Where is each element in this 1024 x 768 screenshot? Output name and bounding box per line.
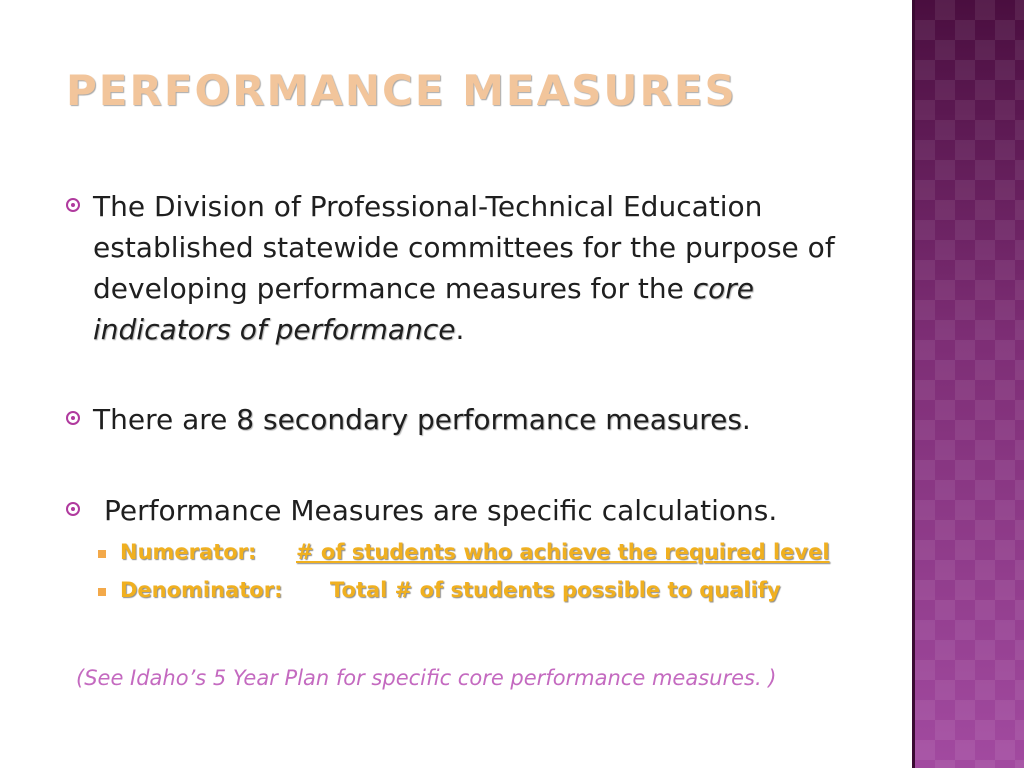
bullet-text-emphasis: core indicators of performance [93,272,755,346]
circle-bullet-icon [66,411,80,425]
footnote: (See Idaho’s 5 Year Plan for specific core performance measures. ) [76,666,777,690]
square-bullet-icon [98,588,106,596]
sub-bullet-label: Numerator: [120,540,257,564]
square-bullet-icon [98,550,106,558]
bullet-text-emphasis: 8 secondary performance measures [236,403,742,436]
circle-bullet-icon [66,198,80,212]
bullet-text [93,186,866,350]
sub-bullet-label: Denominator: [120,578,283,602]
bullet-text-plain: The Division of Professional-Technical Education established statewide committees for the purpose of developing performance measures for the [93,190,835,305]
decorative-side-band [912,0,1024,768]
circle-bullet-icon [66,502,80,516]
bullet-text [93,399,866,440]
slide-title: PERFORMANCE MEASURES [66,66,737,115]
bullet-text: Performance Measures are specific calculations. [104,494,778,527]
bullet-calculations [66,490,866,531]
bullet-text-end: . [741,403,751,436]
sub-bullet-denominator [98,578,858,608]
bullet-text-end: . [455,313,465,346]
bullet-text-plain: There are [93,403,237,436]
bullet-secondary-measures [66,399,866,440]
bullet-committees [66,186,866,350]
sub-bullet-numerator [98,540,858,570]
sub-bullet-value: # of students who achieve the required level [296,540,830,564]
sub-bullet-value: Total # of students possible to qualify [330,578,781,602]
